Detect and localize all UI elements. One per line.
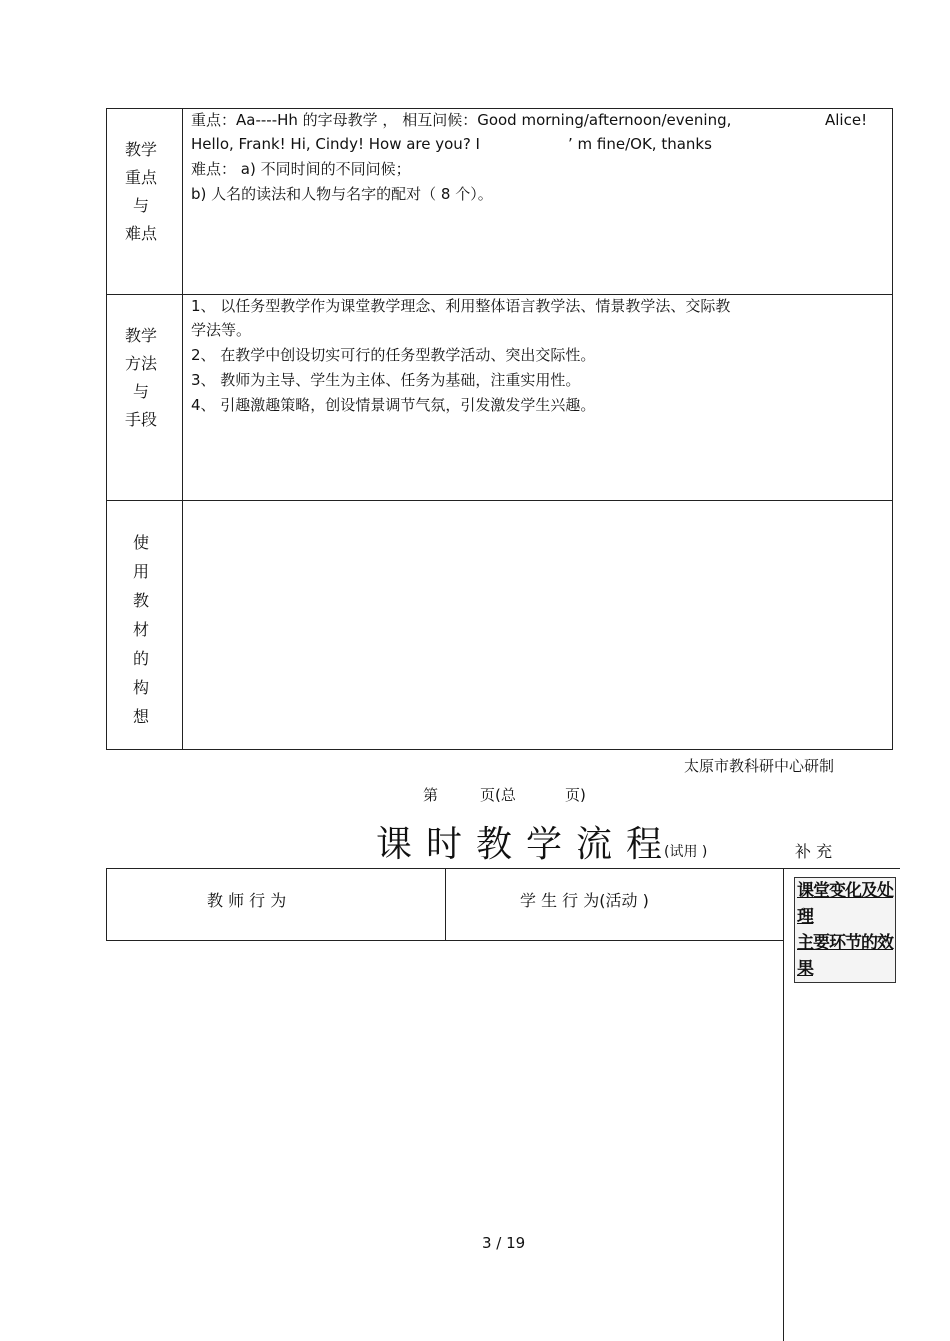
flow-title-note: (试用 ) (664, 844, 708, 860)
header-student: 学 生 行 为(活动 ) (520, 891, 649, 910)
page-of-middle: 页(总 (480, 786, 516, 804)
method-line-3: 3、 教师为主导、学生为主体、任务为基础，注重实用性。 (191, 371, 581, 389)
label-material-idea: 使 用 教 材 的 构 想 (132, 533, 149, 726)
label-key-points: 教学 重点 与 难点 (124, 140, 157, 243)
method-line-4: 4、 引趣激趣策略，创设情景调节气氛，引发激发学生兴趣。 (191, 396, 596, 414)
key-points-line-1: 重点：Aa----Hh 的字母教学 ， 相互问候：Good morning/afternoon/evening, (191, 111, 732, 129)
footer-org: 太原市教科研中心研制 (684, 757, 835, 775)
page-number: 3 / 19 (482, 1234, 526, 1252)
method-line-1b: 学法等。 (191, 321, 252, 339)
key-points-line-2-end: ’ m fine/OK, thanks (568, 135, 712, 153)
header-teacher: 教 师 行 为 (207, 891, 287, 910)
page-of-suffix: 页) (565, 786, 586, 804)
label-methods: 教学 方法 与 手段 (124, 326, 157, 429)
page-of-prefix: 第 (423, 786, 439, 804)
difficulty-line-2: b) 人名的读法和人物与名字的配对（ 8 个）。 (191, 185, 493, 203)
method-line-2: 2、 在教学中创设切实可行的任务型教学活动、突出交际性。 (191, 346, 596, 364)
method-line-1: 1、 以任务型教学作为课堂教学理念、利用整体语言教学法、情景教学法、交际教 (191, 297, 731, 315)
key-points-line-2: Hello, Frank! Hi, Cindy! How are you? I (191, 135, 480, 153)
key-points-line-1-end: Alice! (825, 111, 868, 129)
difficulty-line-1: 难点： a) 不同时间的不同问候； (191, 160, 411, 178)
supplement-label: 补 充 (795, 842, 833, 861)
flow-title: 课时教学流程 (376, 824, 677, 865)
side-stamp: 课堂变化及处理 主要环节的效果 (794, 877, 896, 983)
